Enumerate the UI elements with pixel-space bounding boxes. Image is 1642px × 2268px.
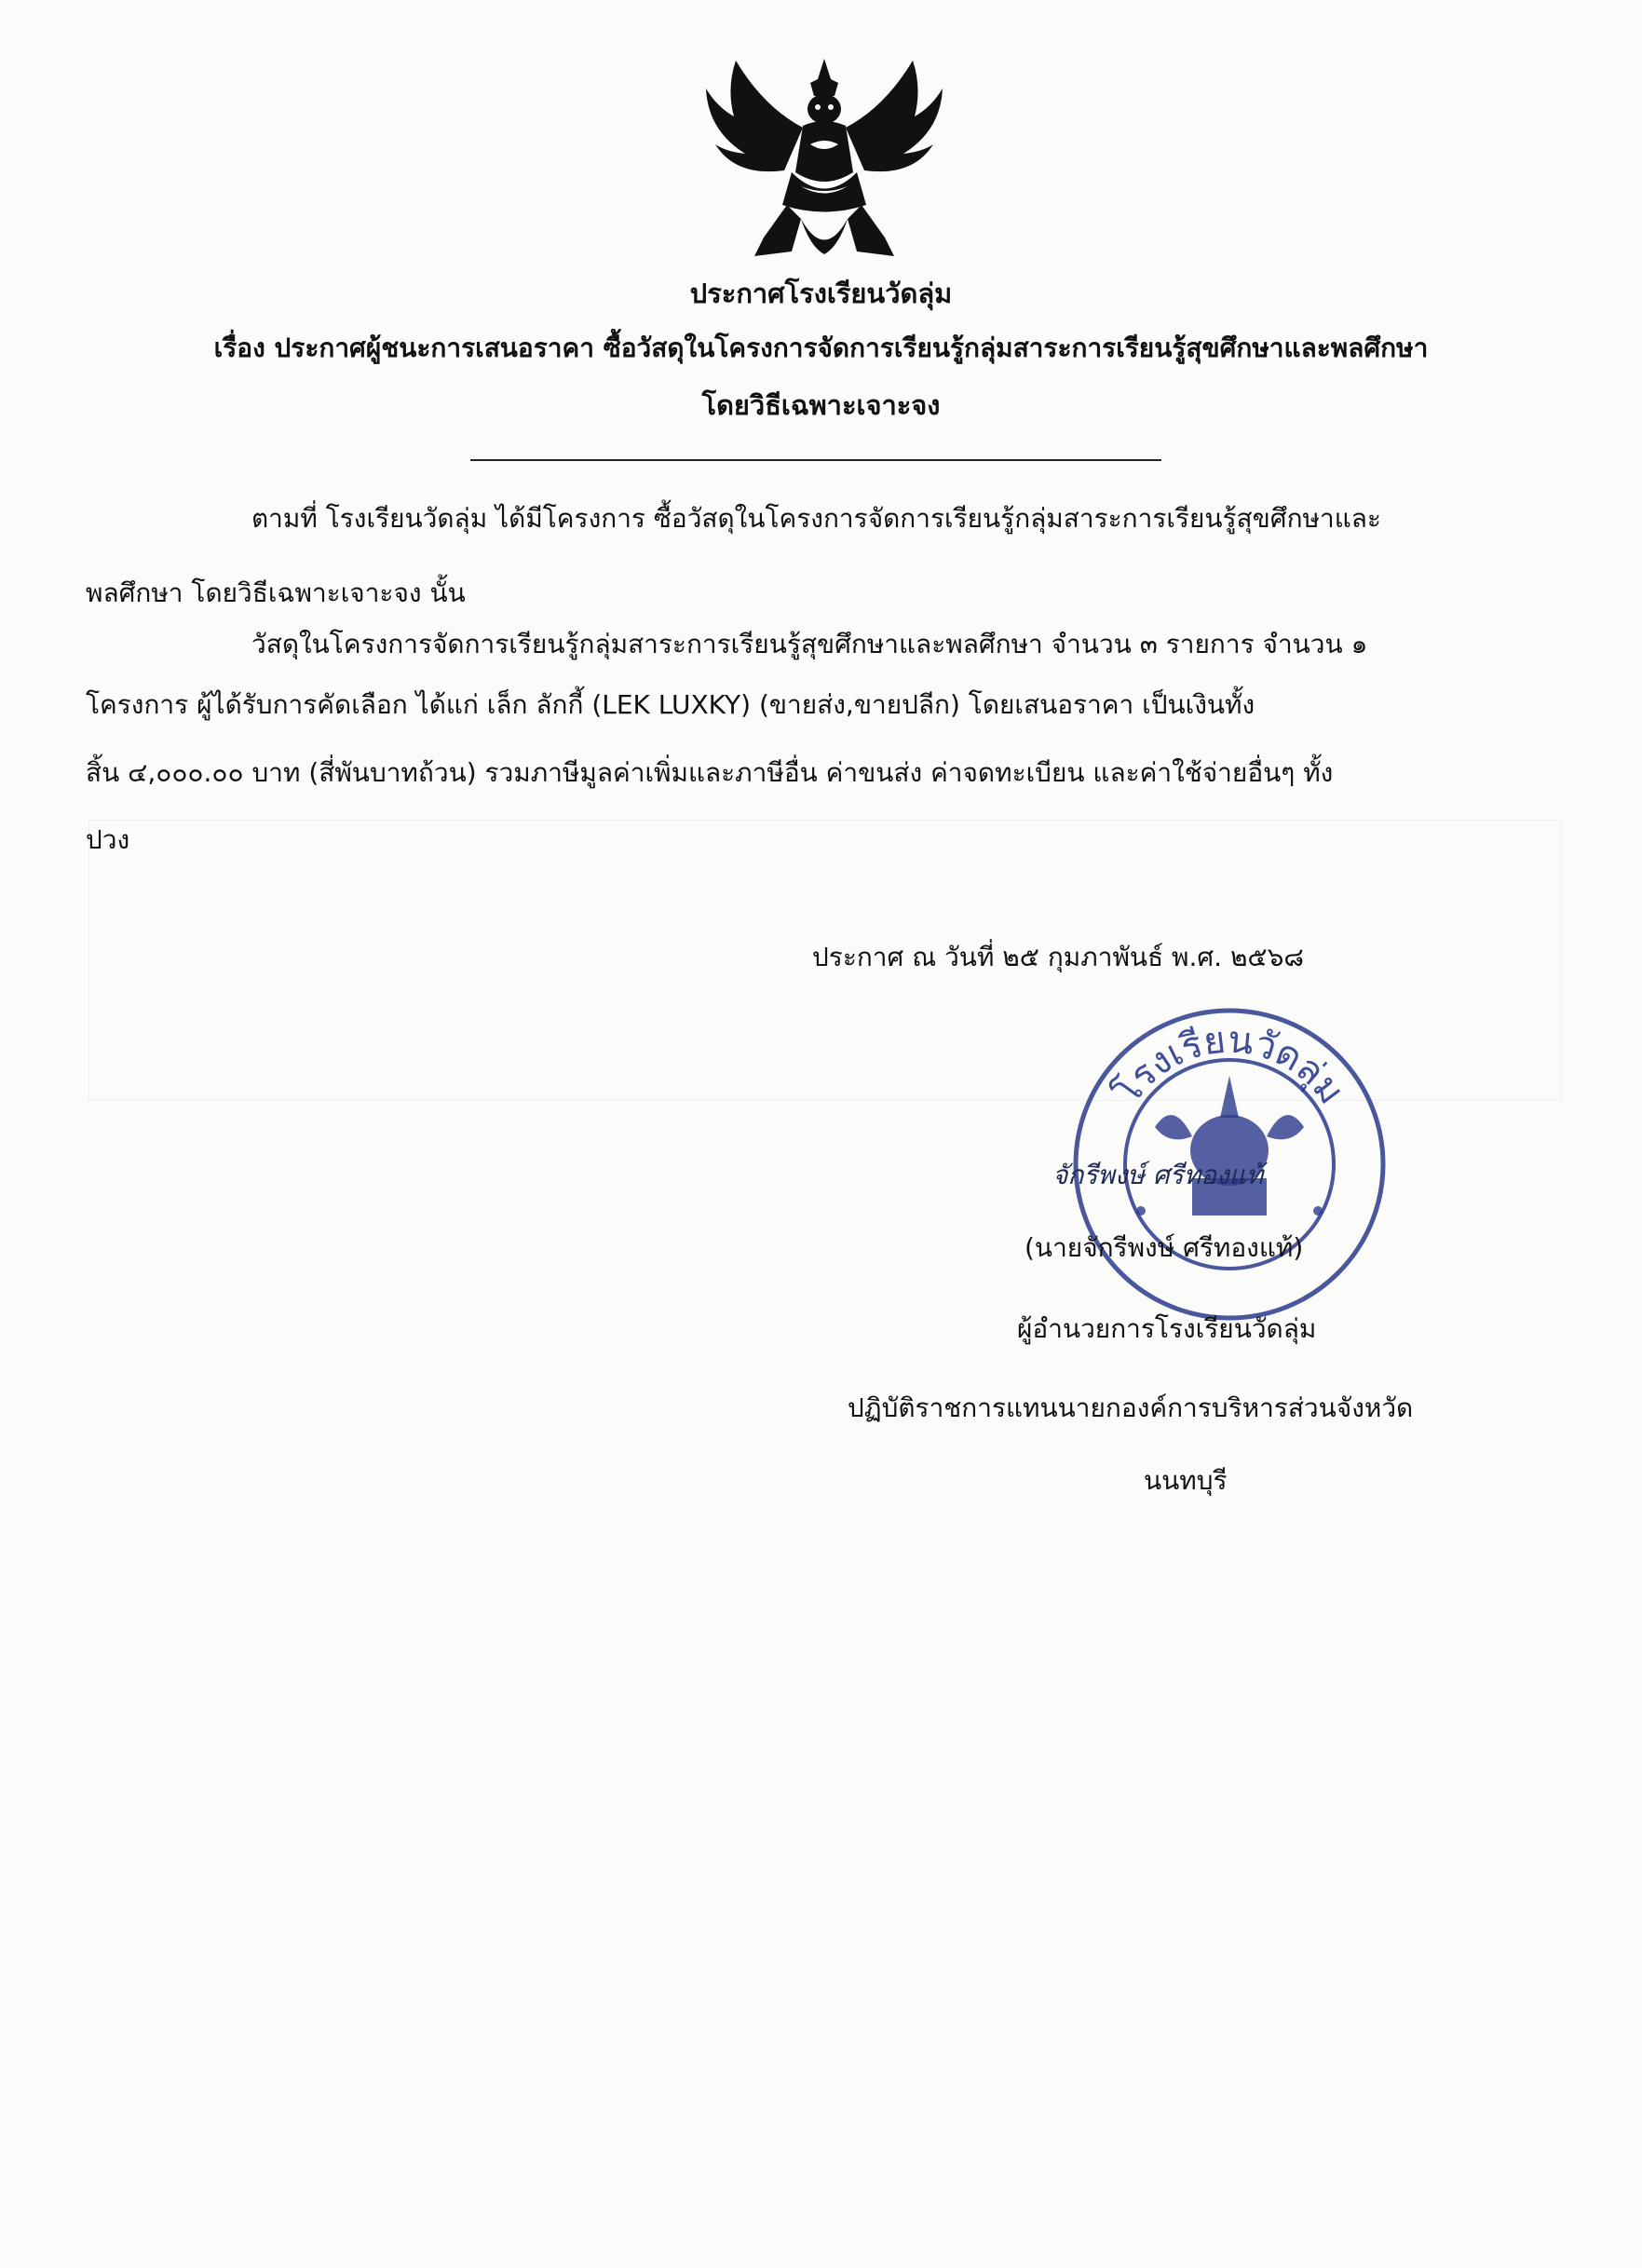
document-title: ประกาศโรงเรียนวัดลุ่ม	[689, 278, 953, 309]
seal-text: โรงเรียนวัดลุ่ม	[1106, 1018, 1353, 1113]
signatory-name: (นายจักรีพงษ์ ศรีทองแท้)	[1025, 1232, 1304, 1263]
paragraph-2-line-2: โครงการ ผู้ได้รับการคัดเลือก ได้แก่ เล็ก ลักกี้ (LEK LUXKY) (ขายส่ง,ขายปลีก) โดยเสนอราคา เป็นเงินทั้ง	[86, 689, 1255, 720]
document-method: โดยวิธีเฉพาะเจาะจง	[701, 389, 941, 421]
handwritten-signature: จักรีพงษ์ ศรีทองแท้	[1052, 1160, 1264, 1190]
paragraph-1-line-2: พลศึกษา โดยวิธีเฉพาะเจาะจง นั้น	[86, 577, 466, 608]
announcement-date: ประกาศ ณ วันที่ ๒๕ กุมภาพันธ์ พ.ศ. ๒๕๖๘	[812, 942, 1304, 972]
paragraph-2-line-4: ปวง	[86, 824, 130, 855]
title-divider	[470, 459, 1161, 461]
garuda-emblem-icon	[699, 51, 950, 261]
paragraph-2-line-1: วัสดุในโครงการจัดการเรียนรู้กลุ่มสาระการเรียนรู้สุขศึกษาและพลศึกษา จำนวน ๓ รายการ จำนวน ๑	[251, 629, 1368, 659]
document-subject: เรื่อง ประกาศผู้ชนะการเสนอราคา ซื้อวัสดุในโครงการจัดการเรียนรู้กลุ่มสาระการเรียนรู้สุขศึกษาและพลศึกษา	[213, 333, 1429, 363]
paragraph-2-line-3: สิ้น ๔,๐๐๐.๐๐ บาท (สี่พันบาทถ้วน) รวมภาษีมูลค่าเพิ่มและภาษีอื่น ค่าขนส่ง ค่าจดทะเบียน และค่าใช้จ่ายอื่นๆ ทั้ง	[86, 757, 1334, 788]
signatory-position: ผู้อำนวยการโรงเรียนวัดลุ่ม	[1017, 1313, 1317, 1344]
signatory-acting-line-1: ปฏิบัติราชการแทนนายกองค์การบริหารส่วนจังหวัด	[848, 1392, 1414, 1423]
signatory-acting-line-2: นนทบุรี	[1144, 1465, 1228, 1496]
paragraph-1-line-1: ตามที่ โรงเรียนวัดลุ่ม ได้มีโครงการ ซื้อวัสดุในโครงการจัดการเรียนรู้กลุ่มสาระการเรียนรู้สุขศึกษาและ	[251, 503, 1381, 534]
